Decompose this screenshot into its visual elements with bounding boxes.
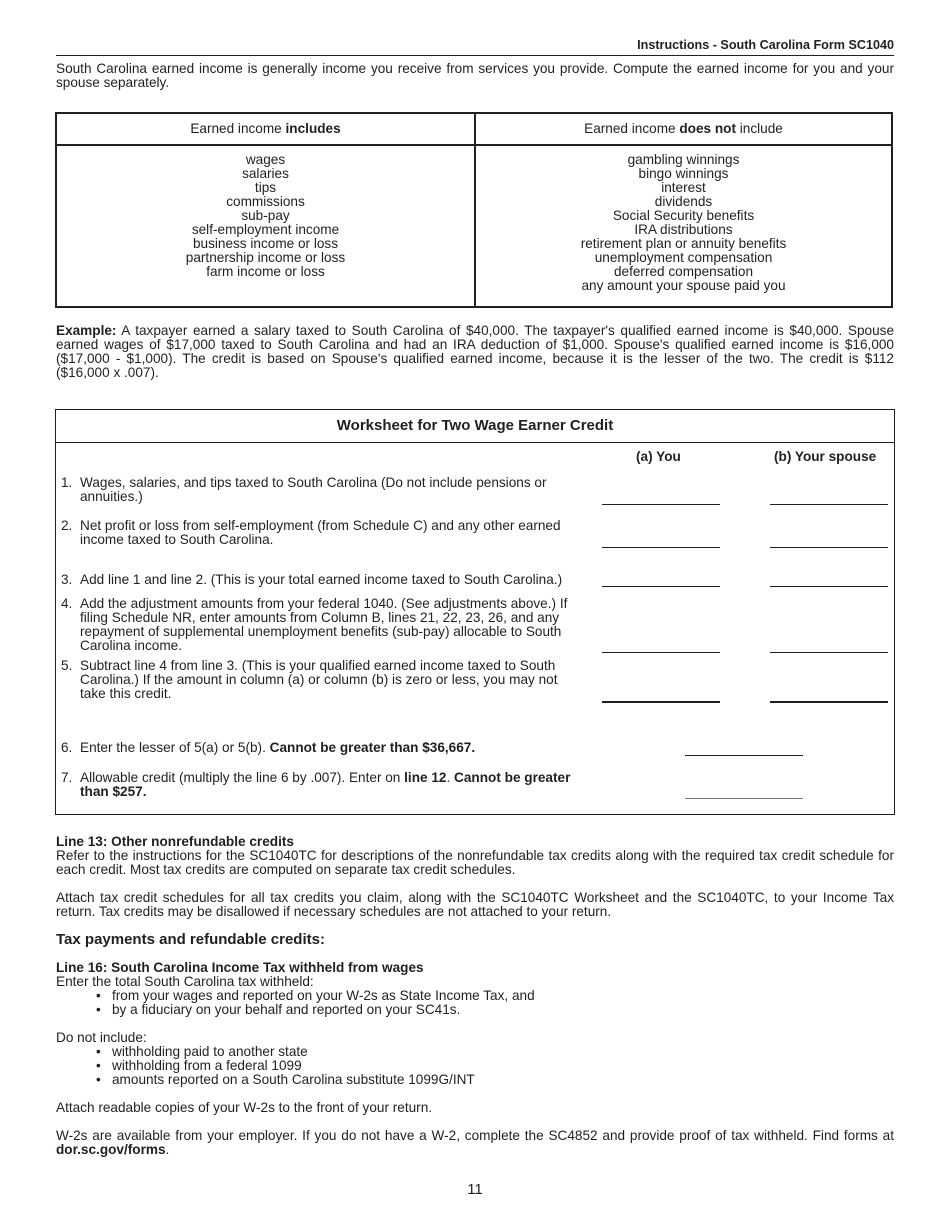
line-5b-field[interactable] [770,701,888,703]
line13-paragraph-2: Attach tax credit schedules for all tax credits you claim, along with the SC1040TC Worksheet and the SC1040TC, to your Income Tax return. Tax credits may be disallowed if necessary schedules are not attached to your return. [56,890,894,919]
excludes-item: gambling winnings [627,152,740,167]
line-number: 4. [61,596,73,611]
line-6-text: Enter the lesser of 5(a) or 5(b). [80,740,270,755]
line-number: 2. [61,518,73,533]
includes-item: partnership income or loss [185,250,346,265]
line-3b-field[interactable] [770,586,888,587]
excludes-item: dividends [654,194,713,209]
includes-item: commissions [226,194,305,209]
line-6-limit: Cannot be greater than $36,667. [269,740,476,755]
worksheet-line-6 [61,741,621,755]
excludes-item: retirement plan or annuity benefits [580,236,787,251]
line-text: Add line 1 and line 2. (This is your total earned income taxed to South Carolina.) [80,572,563,587]
bullet-text: withholding from a federal 1099 [112,1058,302,1073]
excludes-item: bingo winnings [638,166,729,181]
line13-section [56,835,894,877]
excludes-item: interest [661,180,706,195]
bullet-item [56,1059,894,1073]
worksheet-line-7 [61,771,601,799]
bullet-icon: • [96,1044,101,1059]
bullet-text: from your wages and reported on your W-2s as State Income Tax, and [112,988,535,1003]
page-number: 11 [467,1181,483,1198]
includes-item: business income or loss [192,236,339,251]
withheld-bullet-list [56,989,894,1017]
line-6-field[interactable] [685,755,803,756]
line16-title: Line 16: South Carolina Income Tax withheld from wages [56,960,424,975]
worksheet-title: Worksheet for Two Wage Earner Credit [56,410,894,443]
includes-item: sub-pay [241,208,290,223]
includes-item: salaries [242,166,289,181]
worksheet-line-3 [61,573,601,587]
w2-availability-paragraph [56,1129,894,1157]
line-2a-field[interactable] [602,547,720,548]
line-7-field[interactable] [685,798,803,799]
w2-text-end: . [165,1142,170,1157]
includes-item: wages [245,152,286,167]
bullet-item [56,1003,894,1017]
two-wage-earner-worksheet [55,409,895,815]
line-text: Wages, salaries, and tips taxed to South Carolina (Do not include pensions or annuities.) [80,475,547,504]
line-4b-field[interactable] [770,652,888,653]
line13-title: Line 13: Other nonrefundable credits [56,834,294,849]
line16-section [56,961,894,1017]
worksheet-line-2 [61,519,586,547]
do-not-include-list [56,1045,894,1087]
bullet-item [56,1045,894,1059]
forms-link[interactable]: dor.sc.gov/forms [56,1142,166,1157]
w2-text: W-2s are available from your employer. If you do not have a W-2, complete the SC4852 and provide proof of tax withheld. Find forms at [56,1128,894,1143]
excludes-item: deferred compensation [613,264,754,279]
line-7-text: Allowable credit (multiply the line 6 by .007). Enter on [80,770,405,785]
header-rule [56,55,894,56]
includes-list [57,153,474,279]
excludes-item: IRA distributions [634,222,733,237]
example-text: A taxpayer earned a salary taxed to South Carolina of $40,000. The taxpayer's qualified earned income is $40,000. Spouse earned wages of $17,000 taxed to South Carolina and had an IRA deduction of $1,000. Spouse's qualified earned income is $16,000 ($17,000 - $1,000). The credit is based on Spouse's qualified earned income, because it is the lesser of the two. The credit is $112 ($16,000 x .007). [56,323,894,380]
worksheet-line-5 [61,659,586,701]
excludes-header-post: include [736,121,783,136]
excludes-header-text: Earned income [584,121,680,136]
line-text: Add the adjustment amounts from your federal 1040. (See adjustments above.) If filing Schedule NR, enter amounts from Column B, lines 21, 22, 23, 26, and any repayment of supplemental unemployment benefits (sub-pay) allocable to South Carolina income. [80,596,568,653]
bullet-text: withholding paid to another state [112,1044,308,1059]
bullet-text: amounts reported on a South Carolina substitute 1099G/INT [112,1072,475,1087]
line-7-ref: line 12 [404,770,447,785]
column-b-header: (b) Your spouse [774,449,877,464]
includes-item: self-employment income [191,222,340,237]
line16-intro: Enter the total South Carolina tax withheld: [56,974,314,989]
do-not-include-label: Do not include: [56,1030,147,1045]
excludes-item: unemployment compensation [594,250,773,265]
line-1a-field[interactable] [602,504,720,505]
line-text: Net profit or loss from self-employment (from Schedule C) and any other earned income taxed to South Carolina. [80,518,561,547]
line-number: 3. [61,572,73,587]
excludes-item: any amount your spouse paid you [581,278,786,293]
excludes-item: Social Security benefits [612,208,755,223]
do-not-include-section [56,1031,894,1087]
bullet-icon: • [96,1058,101,1073]
line-7-mid: . [446,770,455,785]
excludes-header-bold: does not [679,121,736,136]
line-5a-field[interactable] [602,701,720,703]
excludes-list [476,153,891,293]
line-2b-field[interactable] [770,547,888,548]
bullet-text: by a fiduciary on your behalf and reported on your SC41s. [112,1002,461,1017]
line-text [80,741,621,755]
line-number: 1. [61,475,73,490]
line-7-limit: Cannot be greater than $257. [80,770,571,799]
line-number: 6. [61,740,73,755]
attach-w2-paragraph: Attach readable copies of your W-2s to the front of your return. [56,1100,433,1115]
line-text [80,771,601,799]
bullet-item [56,989,894,1003]
page-header-title: Instructions - South Carolina Form SC1040 [637,38,894,52]
line-1b-field[interactable] [770,504,888,505]
line-4a-field[interactable] [602,652,720,653]
includes-header-text: Earned income [190,121,286,136]
earned-income-table [55,112,893,308]
excludes-header [476,114,891,146]
worksheet-line-1 [61,476,586,504]
intro-paragraph: South Carolina earned income is generally income you receive from services you provide. Compute the earned income for you and your spouse separately. [56,61,894,90]
includes-item: farm income or loss [206,264,325,279]
example-paragraph [56,324,894,380]
line-3a-field[interactable] [602,586,720,587]
line-text: Subtract line 4 from line 3. (This is your qualified earned income taxed to South Carolina.) If the amount in column (a) or column (b) is zero or less, you may not take this credit. [80,658,558,701]
bullet-icon: • [96,1072,101,1087]
worksheet-line-4 [61,597,586,653]
bullet-icon: • [96,988,101,1003]
example-label: Example: [56,323,117,338]
includes-item: tips [254,180,277,195]
column-a-header: (a) You [636,449,681,464]
includes-header [57,114,474,146]
includes-header-bold: includes [285,121,341,136]
line-number: 7. [61,770,73,785]
line13-paragraph-1: Refer to the instructions for the SC1040TC for descriptions of the nonrefundable tax credits along with the required tax credit schedule for each credit. Most tax credits are computed on separate tax credit schedules. [56,848,894,877]
payments-heading: Tax payments and refundable credits: [56,931,325,948]
line-number: 5. [61,658,73,673]
bullet-icon: • [96,1002,101,1017]
bullet-item [56,1073,894,1087]
